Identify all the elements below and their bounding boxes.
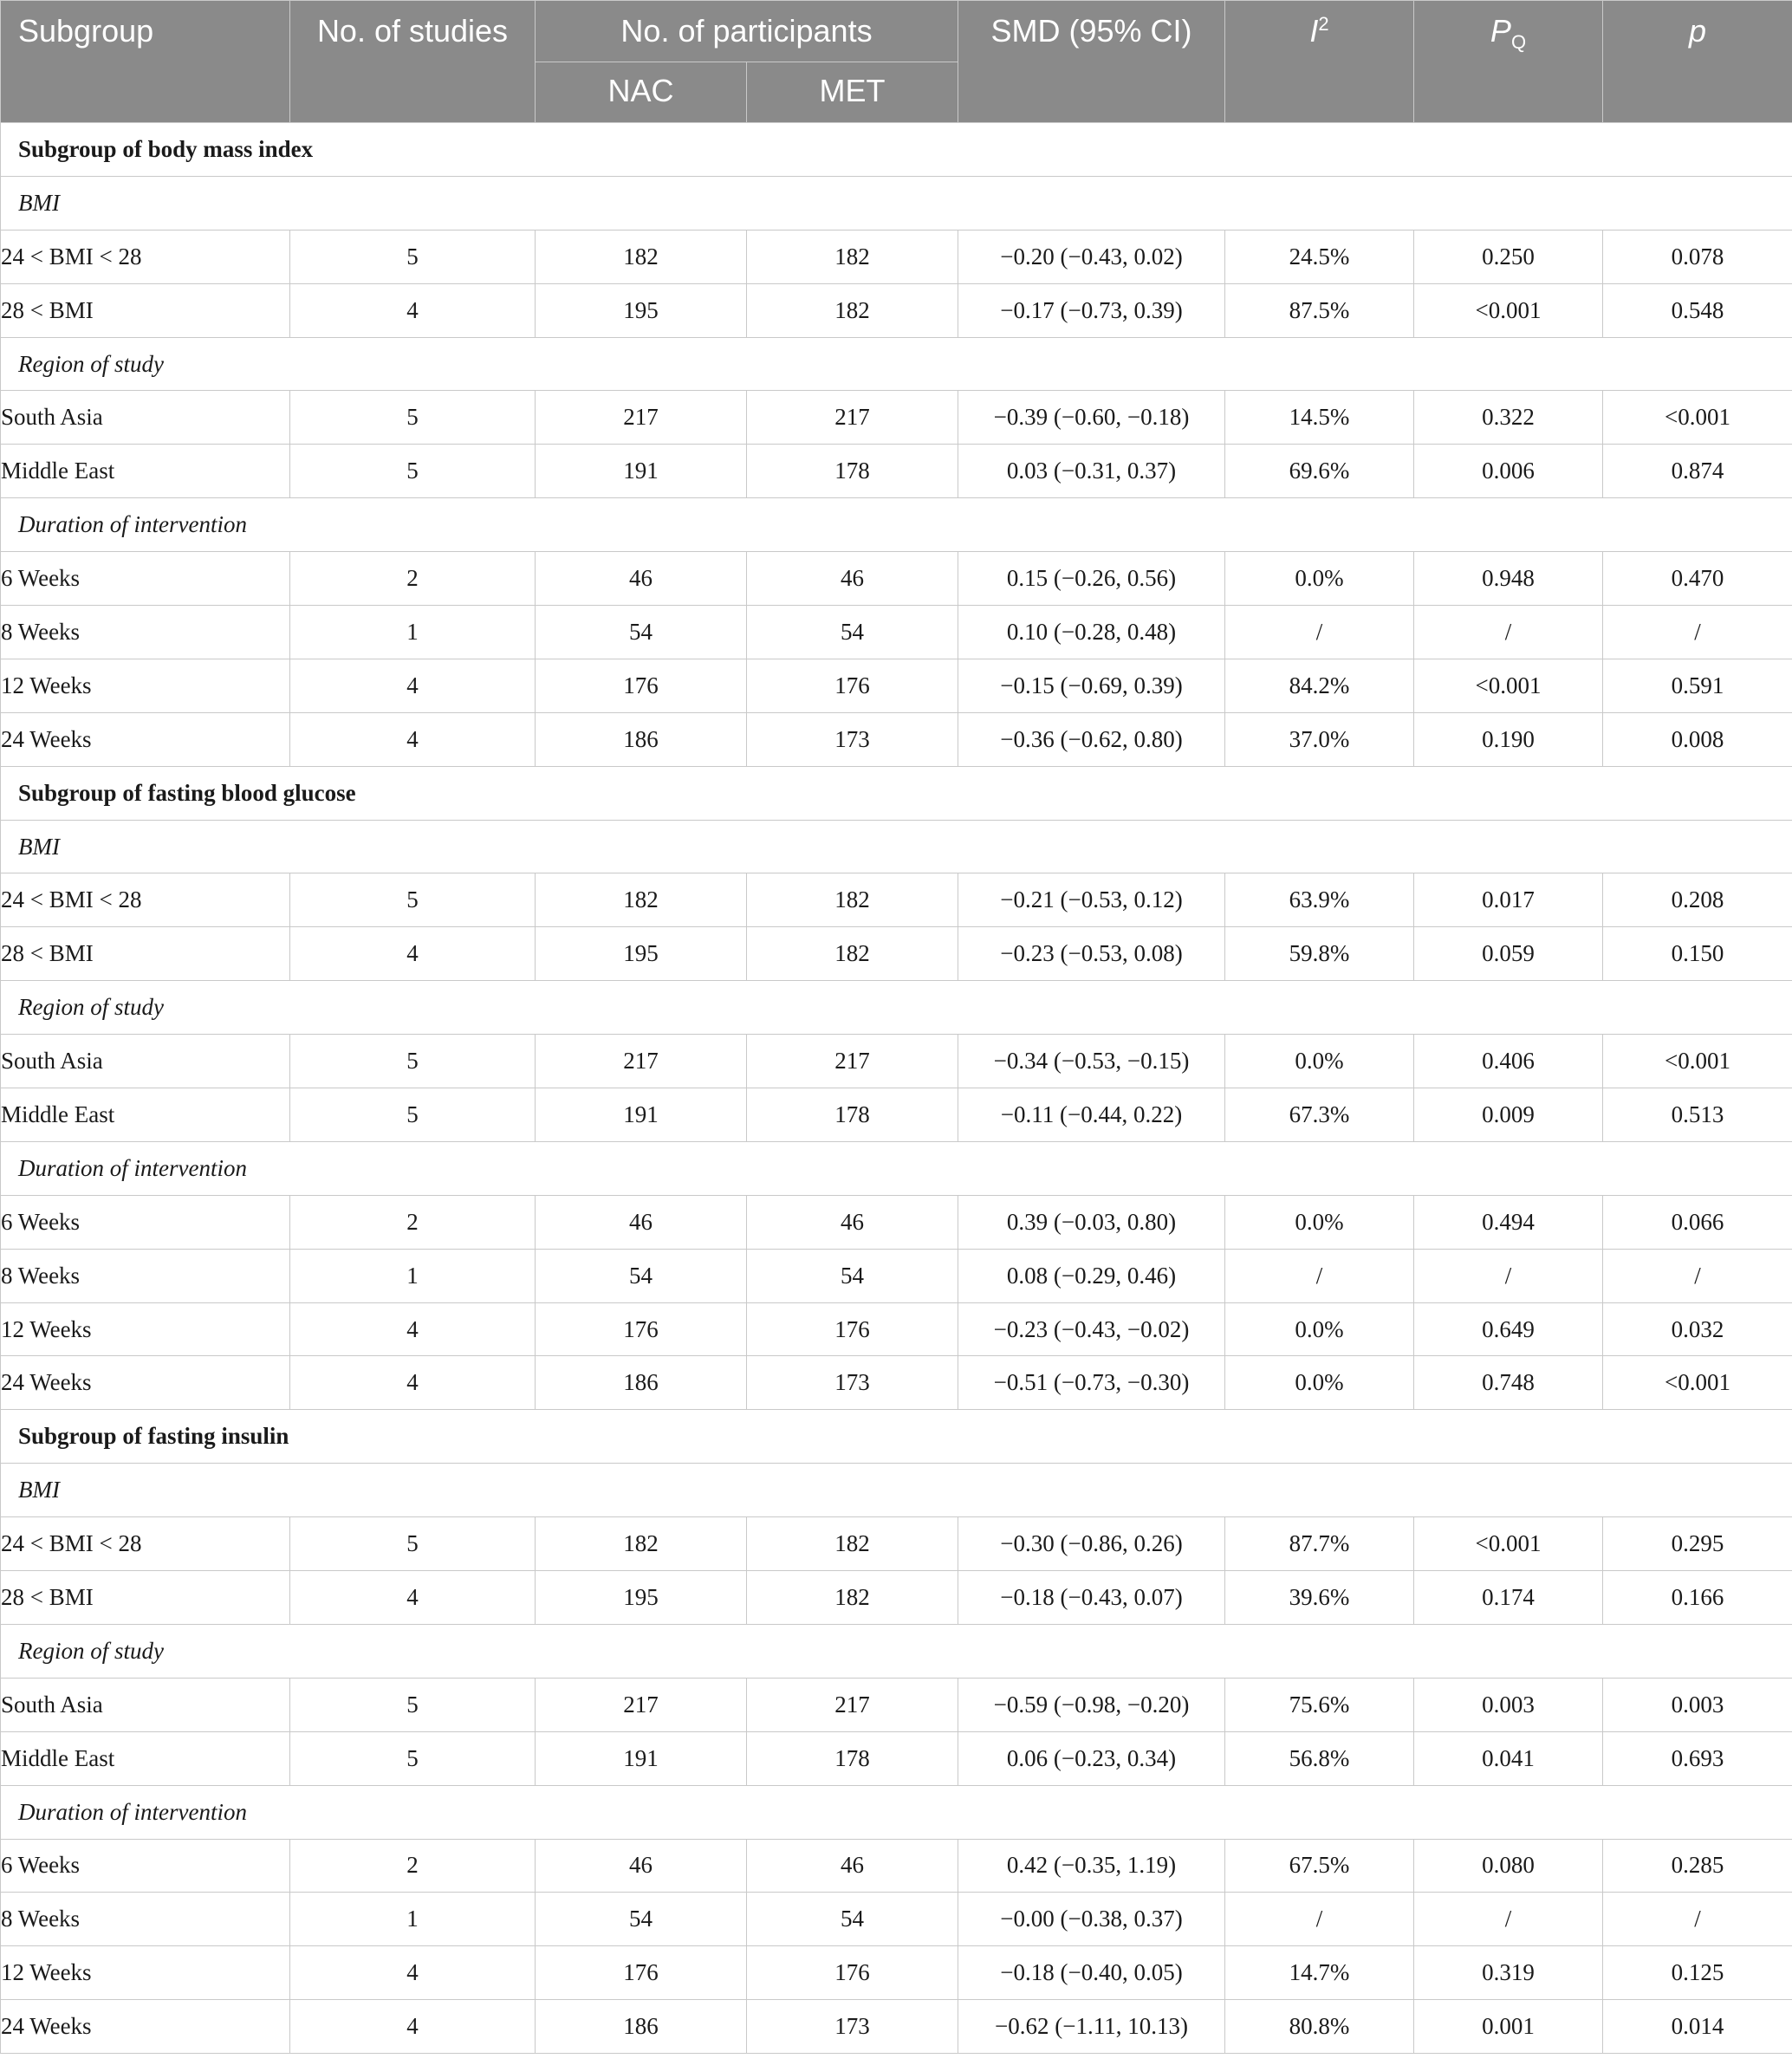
cell-smd: −0.34 (−0.53, −0.15) bbox=[958, 1035, 1225, 1088]
cell-nac: 217 bbox=[536, 1678, 747, 1731]
group-title: Region of study bbox=[1, 337, 1792, 391]
section-title: Subgroup of body mass index bbox=[1, 123, 1792, 177]
cell-smd: −0.36 (−0.62, 0.80) bbox=[958, 712, 1225, 766]
cell-p: 0.295 bbox=[1603, 1517, 1792, 1571]
row-label: 24 Weeks bbox=[1, 1356, 290, 1410]
row-label: 8 Weeks bbox=[1, 1893, 290, 1946]
cell-smd: −0.51 (−0.73, −0.30) bbox=[958, 1356, 1225, 1410]
header-met: MET bbox=[747, 62, 958, 123]
cell-studies: 5 bbox=[290, 1517, 536, 1571]
cell-studies: 4 bbox=[290, 712, 536, 766]
row-label: 6 Weeks bbox=[1, 1195, 290, 1249]
cell-pq: 0.748 bbox=[1414, 1356, 1603, 1410]
cell-smd: −0.39 (−0.60, −0.18) bbox=[958, 391, 1225, 445]
cell-nac: 176 bbox=[536, 1302, 747, 1356]
cell-smd: 0.10 (−0.28, 0.48) bbox=[958, 606, 1225, 659]
table-row bbox=[1, 445, 1792, 498]
cell-smd: −0.15 (−0.69, 0.39) bbox=[958, 659, 1225, 712]
cell-p: <0.001 bbox=[1603, 391, 1792, 445]
cell-met: 217 bbox=[747, 391, 958, 445]
table-header bbox=[1, 1, 1792, 123]
cell-pq: 0.017 bbox=[1414, 873, 1603, 927]
row-label: 24 Weeks bbox=[1, 712, 290, 766]
table-row bbox=[1, 1302, 1792, 1356]
cell-studies: 2 bbox=[290, 1839, 536, 1893]
cell-met: 182 bbox=[747, 283, 958, 337]
cell-smd: 0.08 (−0.29, 0.46) bbox=[958, 1249, 1225, 1302]
cell-p: 0.208 bbox=[1603, 873, 1792, 927]
cell-nac: 54 bbox=[536, 606, 747, 659]
group-title: BMI bbox=[1, 820, 1792, 873]
cell-pq: 0.649 bbox=[1414, 1302, 1603, 1356]
cell-smd: −0.23 (−0.43, −0.02) bbox=[958, 1302, 1225, 1356]
cell-i2: 0.0% bbox=[1225, 1195, 1414, 1249]
cell-pq: 0.319 bbox=[1414, 1946, 1603, 2000]
cell-i2: 37.0% bbox=[1225, 712, 1414, 766]
cell-i2: 0.0% bbox=[1225, 1302, 1414, 1356]
group-title: Region of study bbox=[1, 981, 1792, 1035]
cell-smd: 0.39 (−0.03, 0.80) bbox=[958, 1195, 1225, 1249]
cell-studies: 5 bbox=[290, 1731, 536, 1785]
cell-studies: 4 bbox=[290, 1946, 536, 2000]
row-label: 28 < BMI bbox=[1, 927, 290, 981]
cell-met: 182 bbox=[747, 1571, 958, 1625]
cell-i2: 39.6% bbox=[1225, 1571, 1414, 1625]
cell-i2: 87.7% bbox=[1225, 1517, 1414, 1571]
cell-i2: 75.6% bbox=[1225, 1678, 1414, 1731]
cell-smd: −0.18 (−0.40, 0.05) bbox=[958, 1946, 1225, 2000]
cell-p: 0.693 bbox=[1603, 1731, 1792, 1785]
cell-nac: 186 bbox=[536, 712, 747, 766]
cell-studies: 4 bbox=[290, 283, 536, 337]
table-row bbox=[1, 552, 1792, 606]
cell-nac: 217 bbox=[536, 1035, 747, 1088]
cell-smd: −0.20 (−0.43, 0.02) bbox=[958, 230, 1225, 283]
header-p bbox=[1603, 1, 1792, 123]
cell-pq: 0.006 bbox=[1414, 445, 1603, 498]
section-title: Subgroup of fasting blood glucose bbox=[1, 766, 1792, 820]
table-row bbox=[1, 873, 1792, 927]
group-title: BMI bbox=[1, 1464, 1792, 1517]
cell-met: 54 bbox=[747, 606, 958, 659]
cell-studies: 5 bbox=[290, 1035, 536, 1088]
header-subgroup: Subgroup bbox=[1, 1, 290, 123]
cell-met: 173 bbox=[747, 712, 958, 766]
group-title: BMI bbox=[1, 176, 1792, 230]
cell-smd: −0.59 (−0.98, −0.20) bbox=[958, 1678, 1225, 1731]
table-row bbox=[1, 1839, 1792, 1893]
row-label: Middle East bbox=[1, 1731, 290, 1785]
cell-studies: 4 bbox=[290, 927, 536, 981]
table-row bbox=[1, 283, 1792, 337]
cell-p: 0.548 bbox=[1603, 283, 1792, 337]
cell-nac: 186 bbox=[536, 2000, 747, 2054]
cell-met: 173 bbox=[747, 2000, 958, 2054]
cell-studies: 2 bbox=[290, 552, 536, 606]
cell-studies: 4 bbox=[290, 659, 536, 712]
cell-pq: 0.001 bbox=[1414, 2000, 1603, 2054]
table-row bbox=[1, 1249, 1792, 1302]
row-label: 12 Weeks bbox=[1, 659, 290, 712]
cell-p: 0.032 bbox=[1603, 1302, 1792, 1356]
cell-pq: 0.174 bbox=[1414, 1571, 1603, 1625]
group-header-row bbox=[1, 1785, 1792, 1839]
cell-p: <0.001 bbox=[1603, 1356, 1792, 1410]
cell-smd: 0.42 (−0.35, 1.19) bbox=[958, 1839, 1225, 1893]
cell-met: 46 bbox=[747, 1839, 958, 1893]
cell-smd: −0.23 (−0.53, 0.08) bbox=[958, 927, 1225, 981]
cell-i2: 67.3% bbox=[1225, 1088, 1414, 1142]
cell-i2: / bbox=[1225, 606, 1414, 659]
header-participants: No. of participants bbox=[536, 1, 958, 62]
cell-p: 0.285 bbox=[1603, 1839, 1792, 1893]
cell-nac: 195 bbox=[536, 1571, 747, 1625]
cell-met: 54 bbox=[747, 1249, 958, 1302]
group-title: Region of study bbox=[1, 1624, 1792, 1678]
cell-nac: 176 bbox=[536, 1946, 747, 2000]
cell-pq: 0.322 bbox=[1414, 391, 1603, 445]
header-studies: No. of studies bbox=[290, 1, 536, 123]
cell-nac: 182 bbox=[536, 1517, 747, 1571]
row-label: 6 Weeks bbox=[1, 552, 290, 606]
cell-p: 0.125 bbox=[1603, 1946, 1792, 2000]
group-header-row bbox=[1, 820, 1792, 873]
header-i2-sup: 2 bbox=[1318, 13, 1329, 35]
cell-i2: 67.5% bbox=[1225, 1839, 1414, 1893]
cell-i2: / bbox=[1225, 1249, 1414, 1302]
section-title: Subgroup of fasting insulin bbox=[1, 1410, 1792, 1464]
cell-studies: 1 bbox=[290, 606, 536, 659]
cell-studies: 4 bbox=[290, 2000, 536, 2054]
group-header-row bbox=[1, 981, 1792, 1035]
cell-p: / bbox=[1603, 606, 1792, 659]
cell-pq: 0.190 bbox=[1414, 712, 1603, 766]
group-title: Duration of intervention bbox=[1, 1141, 1792, 1195]
cell-smd: −0.11 (−0.44, 0.22) bbox=[958, 1088, 1225, 1142]
cell-p: 0.150 bbox=[1603, 927, 1792, 981]
group-header-row bbox=[1, 1141, 1792, 1195]
row-label: South Asia bbox=[1, 1035, 290, 1088]
cell-p: / bbox=[1603, 1249, 1792, 1302]
row-label: South Asia bbox=[1, 391, 290, 445]
cell-pq: 0.041 bbox=[1414, 1731, 1603, 1785]
row-label: 8 Weeks bbox=[1, 606, 290, 659]
cell-p: 0.078 bbox=[1603, 230, 1792, 283]
cell-nac: 46 bbox=[536, 1195, 747, 1249]
cell-studies: 5 bbox=[290, 873, 536, 927]
cell-i2: 0.0% bbox=[1225, 1035, 1414, 1088]
cell-studies: 2 bbox=[290, 1195, 536, 1249]
cell-met: 173 bbox=[747, 1356, 958, 1410]
cell-pq: <0.001 bbox=[1414, 1517, 1603, 1571]
cell-i2: 56.8% bbox=[1225, 1731, 1414, 1785]
header-i2-letter: I bbox=[1309, 13, 1319, 49]
cell-met: 178 bbox=[747, 1088, 958, 1142]
cell-nac: 191 bbox=[536, 1731, 747, 1785]
cell-nac: 54 bbox=[536, 1249, 747, 1302]
cell-met: 182 bbox=[747, 230, 958, 283]
cell-nac: 182 bbox=[536, 873, 747, 927]
cell-studies: 5 bbox=[290, 445, 536, 498]
cell-p: 0.166 bbox=[1603, 1571, 1792, 1625]
cell-nac: 191 bbox=[536, 1088, 747, 1142]
cell-met: 182 bbox=[747, 873, 958, 927]
cell-pq: / bbox=[1414, 1893, 1603, 1946]
cell-met: 182 bbox=[747, 1517, 958, 1571]
cell-p: 0.008 bbox=[1603, 712, 1792, 766]
cell-i2: 0.0% bbox=[1225, 1356, 1414, 1410]
cell-pq: 0.250 bbox=[1414, 230, 1603, 283]
cell-nac: 217 bbox=[536, 391, 747, 445]
header-pq-sub: Q bbox=[1510, 31, 1527, 54]
header-p-letter: p bbox=[1688, 13, 1707, 49]
group-title: Duration of intervention bbox=[1, 498, 1792, 552]
cell-smd: 0.15 (−0.26, 0.56) bbox=[958, 552, 1225, 606]
table-row bbox=[1, 1088, 1792, 1142]
cell-pq: 0.059 bbox=[1414, 927, 1603, 981]
header-pq-letter: P bbox=[1490, 13, 1511, 49]
table-body bbox=[1, 123, 1792, 2054]
cell-smd: 0.03 (−0.31, 0.37) bbox=[958, 445, 1225, 498]
header-i2 bbox=[1225, 1, 1414, 123]
cell-smd: −0.17 (−0.73, 0.39) bbox=[958, 283, 1225, 337]
cell-smd: −0.00 (−0.38, 0.37) bbox=[958, 1893, 1225, 1946]
cell-pq: / bbox=[1414, 606, 1603, 659]
cell-nac: 54 bbox=[536, 1893, 747, 1946]
cell-i2: 0.0% bbox=[1225, 552, 1414, 606]
table-row bbox=[1, 606, 1792, 659]
row-label: 12 Weeks bbox=[1, 1302, 290, 1356]
cell-p: / bbox=[1603, 1893, 1792, 1946]
cell-met: 178 bbox=[747, 1731, 958, 1785]
row-label: 28 < BMI bbox=[1, 1571, 290, 1625]
cell-nac: 176 bbox=[536, 659, 747, 712]
cell-i2: / bbox=[1225, 1893, 1414, 1946]
cell-met: 176 bbox=[747, 659, 958, 712]
row-label: 12 Weeks bbox=[1, 1946, 290, 2000]
table-row bbox=[1, 1195, 1792, 1249]
cell-pq: <0.001 bbox=[1414, 283, 1603, 337]
cell-pq: 0.080 bbox=[1414, 1839, 1603, 1893]
cell-studies: 5 bbox=[290, 1088, 536, 1142]
cell-smd: −0.18 (−0.43, 0.07) bbox=[958, 1571, 1225, 1625]
cell-met: 54 bbox=[747, 1893, 958, 1946]
cell-studies: 4 bbox=[290, 1571, 536, 1625]
group-header-row bbox=[1, 176, 1792, 230]
cell-nac: 195 bbox=[536, 283, 747, 337]
table-row bbox=[1, 2000, 1792, 2054]
cell-studies: 1 bbox=[290, 1893, 536, 1946]
cell-studies: 4 bbox=[290, 1302, 536, 1356]
row-label: Middle East bbox=[1, 445, 290, 498]
row-label: 28 < BMI bbox=[1, 283, 290, 337]
cell-studies: 5 bbox=[290, 1678, 536, 1731]
table-row bbox=[1, 1356, 1792, 1410]
table-row bbox=[1, 927, 1792, 981]
cell-i2: 14.7% bbox=[1225, 1946, 1414, 2000]
cell-i2: 59.8% bbox=[1225, 927, 1414, 981]
cell-met: 178 bbox=[747, 445, 958, 498]
row-label: 24 < BMI < 28 bbox=[1, 1517, 290, 1571]
header-pq bbox=[1414, 1, 1603, 123]
cell-nac: 195 bbox=[536, 927, 747, 981]
cell-p: 0.066 bbox=[1603, 1195, 1792, 1249]
row-label: 24 < BMI < 28 bbox=[1, 230, 290, 283]
cell-met: 176 bbox=[747, 1946, 958, 2000]
table-row bbox=[1, 1893, 1792, 1946]
cell-p: 0.014 bbox=[1603, 2000, 1792, 2054]
cell-met: 46 bbox=[747, 552, 958, 606]
cell-met: 217 bbox=[747, 1678, 958, 1731]
cell-p: 0.470 bbox=[1603, 552, 1792, 606]
group-header-row bbox=[1, 498, 1792, 552]
cell-p: 0.513 bbox=[1603, 1088, 1792, 1142]
cell-i2: 24.5% bbox=[1225, 230, 1414, 283]
group-header-row bbox=[1, 337, 1792, 391]
table-row bbox=[1, 1035, 1792, 1088]
cell-pq: 0.003 bbox=[1414, 1678, 1603, 1731]
cell-i2: 87.5% bbox=[1225, 283, 1414, 337]
cell-nac: 191 bbox=[536, 445, 747, 498]
cell-studies: 5 bbox=[290, 391, 536, 445]
table-row bbox=[1, 1731, 1792, 1785]
row-label: 8 Weeks bbox=[1, 1249, 290, 1302]
cell-i2: 80.8% bbox=[1225, 2000, 1414, 2054]
cell-p: 0.591 bbox=[1603, 659, 1792, 712]
table-row bbox=[1, 230, 1792, 283]
cell-met: 182 bbox=[747, 927, 958, 981]
cell-pq: 0.948 bbox=[1414, 552, 1603, 606]
cell-met: 176 bbox=[747, 1302, 958, 1356]
cell-pq: / bbox=[1414, 1249, 1603, 1302]
header-smd: SMD (95% CI) bbox=[958, 1, 1225, 123]
header-nac: NAC bbox=[536, 62, 747, 123]
cell-i2: 63.9% bbox=[1225, 873, 1414, 927]
cell-nac: 46 bbox=[536, 552, 747, 606]
cell-pq: <0.001 bbox=[1414, 659, 1603, 712]
cell-studies: 1 bbox=[290, 1249, 536, 1302]
table-row bbox=[1, 1517, 1792, 1571]
cell-pq: 0.406 bbox=[1414, 1035, 1603, 1088]
cell-smd: −0.30 (−0.86, 0.26) bbox=[958, 1517, 1225, 1571]
cell-pq: 0.494 bbox=[1414, 1195, 1603, 1249]
cell-pq: 0.009 bbox=[1414, 1088, 1603, 1142]
cell-nac: 182 bbox=[536, 230, 747, 283]
group-header-row bbox=[1, 1624, 1792, 1678]
section-header-row bbox=[1, 766, 1792, 820]
row-label: 24 < BMI < 28 bbox=[1, 873, 290, 927]
group-title: Duration of intervention bbox=[1, 1785, 1792, 1839]
cell-p: 0.874 bbox=[1603, 445, 1792, 498]
cell-i2: 14.5% bbox=[1225, 391, 1414, 445]
cell-p: 0.003 bbox=[1603, 1678, 1792, 1731]
cell-i2: 84.2% bbox=[1225, 659, 1414, 712]
table-row bbox=[1, 1571, 1792, 1625]
row-label: 6 Weeks bbox=[1, 1839, 290, 1893]
table-row bbox=[1, 659, 1792, 712]
cell-p: <0.001 bbox=[1603, 1035, 1792, 1088]
cell-met: 217 bbox=[747, 1035, 958, 1088]
cell-i2: 69.6% bbox=[1225, 445, 1414, 498]
row-label: 24 Weeks bbox=[1, 2000, 290, 2054]
cell-nac: 46 bbox=[536, 1839, 747, 1893]
table-row bbox=[1, 712, 1792, 766]
cell-smd: 0.06 (−0.23, 0.34) bbox=[958, 1731, 1225, 1785]
cell-studies: 4 bbox=[290, 1356, 536, 1410]
cell-studies: 5 bbox=[290, 230, 536, 283]
section-header-row bbox=[1, 1410, 1792, 1464]
section-header-row bbox=[1, 123, 1792, 177]
row-label: South Asia bbox=[1, 1678, 290, 1731]
table-row bbox=[1, 1678, 1792, 1731]
row-label: Middle East bbox=[1, 1088, 290, 1142]
cell-nac: 186 bbox=[536, 1356, 747, 1410]
cell-met: 46 bbox=[747, 1195, 958, 1249]
group-header-row bbox=[1, 1464, 1792, 1517]
cell-smd: −0.21 (−0.53, 0.12) bbox=[958, 873, 1225, 927]
table-row bbox=[1, 1946, 1792, 2000]
cell-smd: −0.62 (−1.11, 10.13) bbox=[958, 2000, 1225, 2054]
table-row bbox=[1, 391, 1792, 445]
